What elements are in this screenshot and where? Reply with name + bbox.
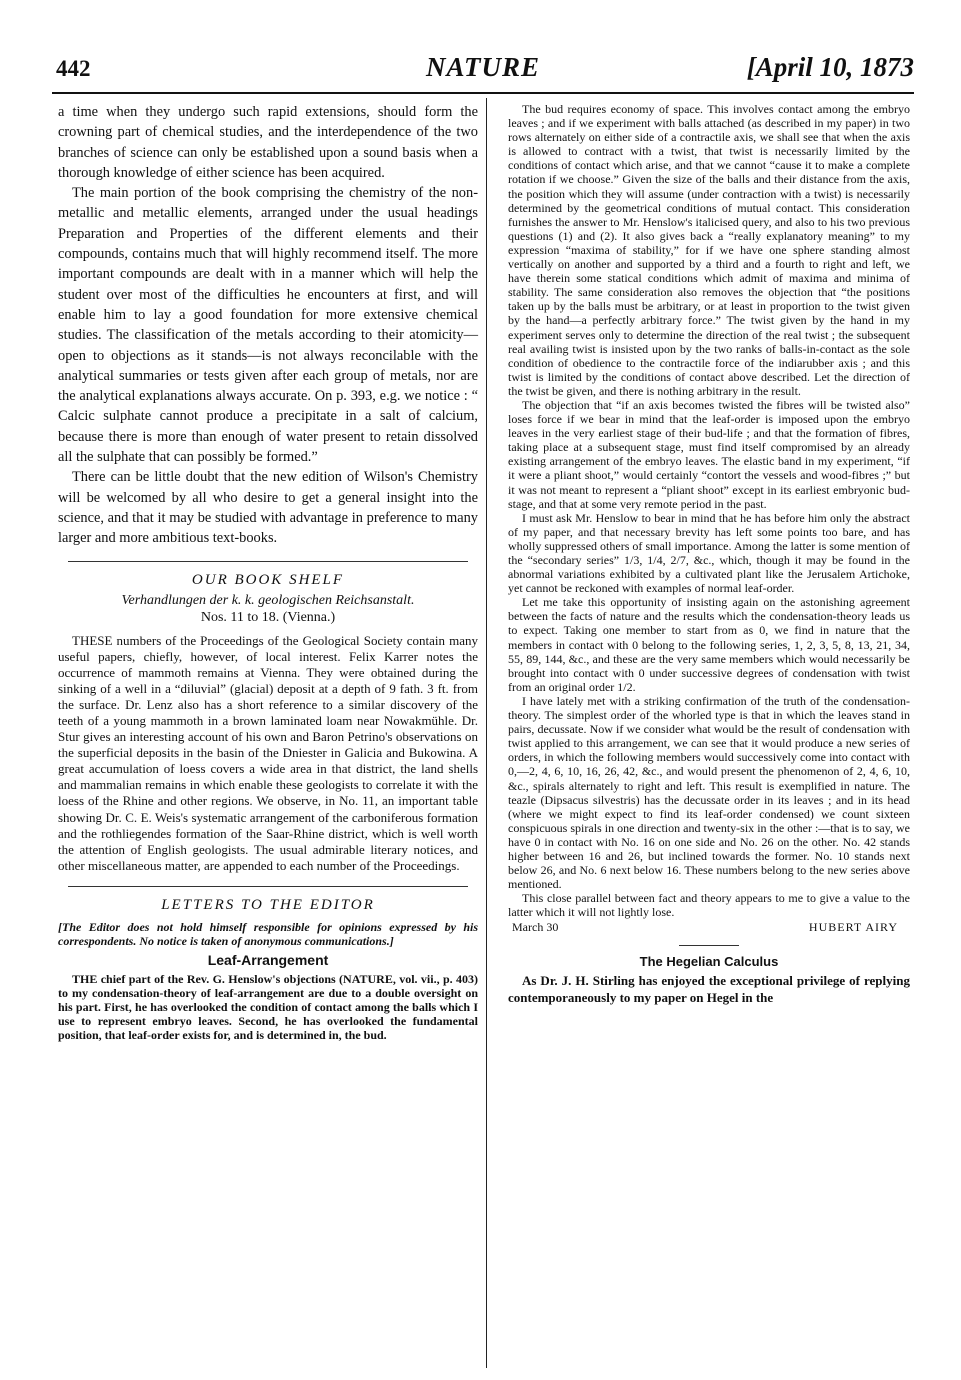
letter-paragraph: The objection that “if an axis becomes twisted the fibres will be twisted also” loses force if we bear in mind that the leaf-order is imposed upon the embryo leaves in the very earliest stage of their bud-life ; and that the formation of fibres, taking place at a subsequent stage, must find itself compromised by an already existing arrangement of the embryo leaves. The elastic band in my experiment, “if it were a pliant shoot,” would certainly “contort the vessels and wood-fibres ;” but it was not meant to represent a “pliant shoot” except in its earliest embryonic bud-stage, and that at some very remote period in the past. (508, 397, 910, 511)
review-paragraph: The main portion of the book comprising the chemistry of the non-metallic and metallic elements, arranged under the usual headings Preparation and Properties of the different elements and their compounds, contains much that will highly recommend itself. The more important compounds are dealt with in a manner which will help the student over most of the difficulties he encounters at first, and will enable him to lay a good foundation for more extensive chemical studies. The classification of the metals according to their atomicity—open to objections as it stands—is not always reconcilable with the analytical summaries or tests given after each group of metals, nor are the analytical explanations always accurate. On p. 393, e.g. we notice : “ Calcic sulphate cannot produce a precipitate in a salt of calcium, because there is more than enough of water present to retain dissolved all the sulphate that can possibly be formed.” (58, 185, 478, 466)
book-shelf-body: THESE numbers of the Proceedings of the Geological Society contain many useful papers, chiefly, however, of local interest. Felix Karrer notes the occurrence of mammoth remains at Vienna. They were obtained during the sinking of a well in a “diluvial” (glacial) deposit at a depth of 9 fath. 3 ft. from the surface. Dr. Lenz also has a short reference to a similar discovery of the teeth of a young mammoth in a brown laminated loam near Nowakmühle. Dr. Stur gives an interesting account of his own and Baron Petrino's observations on the superficial deposits in the basin of the Dniester in Galicia and Bukowina. A great accumulation of loess covers a wide area in that district, the land shells and mammalian remains in which enable these geologists to correlate it with the loess of the Rhine and other regions. We observe, in No. 11, an important table showing Dr. C. E. Weis's systematic arrangement of the carboniferous formation and the rothliegendes formation of the Saar-Rhine district, which is well worth the attention of English geologists. The usual admirable literary notices, and other miscellaneous matter, are appended to each number of the Proceedings. (58, 632, 478, 873)
review-paragraph: There can be little doubt that the new edition of Wilson's Chemistry will be welcomed by all who desire to get a general insight into the science, and that it may be studied with advantage in preference to many larger and more ambitious text-books. (58, 469, 478, 547)
letter-paragraph: I must ask Mr. Henslow to bear in mind that he has before him only the abstract of my paper, and that necessary brevity has left some points too bare, and has wholly suppressed others of small importance. Among the latter is some mention of the “secondary series” 1/3, 1/4, 2/7, &c., which, though it may be found in the abnormal variations exhibited by a cultivated plant like the Jerusalem Artichoke, yet cannot be reckoned with examples of normal leaf-order. (508, 510, 910, 596)
page-number: 442 (56, 56, 91, 81)
signature-date: March 30 (512, 920, 559, 935)
right-column (508, 102, 910, 1006)
editor-note: [The Editor does not hold himself responsible for opinions expressed by his correspondents. No notice is taken of anonymous communications.] (58, 919, 478, 948)
column-divider (486, 98, 487, 1368)
letter-paragraph: Let me take this opportunity of insisting again on the astonishing agreement between the facts of nature and the results which the condensation-theory leads us to expect. Taking one member to start from as 0, we find in nature that the members in contact with 0 belong to the following series, 1, 2, 3, 5, 8, 13, 21, 34, 55, 89, 144, &c., and these are the very same members which would necessarily be brought into contact with 0 under successive degrees of condensation with twist from an original order 1/2. (508, 595, 910, 694)
hegel-letter-title: The Hegelian Calculus (639, 954, 779, 970)
section-divider (68, 561, 468, 562)
letter-paragraph: This close parallel between fact and theory appears to me to give a value to the latter which it will not lightly lose. (508, 891, 910, 920)
letter-paragraph: I have lately met with a striking confirmation of the truth of the condensation-theory. The simplest order of the whorled type is that in which the leaves stand in pairs, decussate. Now if we consider what would be the result of condensation with twist applied to this arrangement, we can see that it would produce a new series of orders, in which the following members would successively come into contact with 0,—2, 4, 6, 10, 16, 26, 42, &c., and would present the phenomenon of 2, 4, 6, 10, &c., spirals alternately to right and left. This result is exemplified in nature. The teazle (Dipsacus silvestris) has the decussate order in its leaves ; and in its head (where we might expect to find its leaf-order condensed) we count sixteen conspicuous spirals in one direction and twenty-six in the other :—that is to say, we have 0 in contact with No. 16 on one side and No. 26 on the other. No. 42 stands higher between 16 and 26, but inclined towards the former. No. 10 stands next below 26, and No. 6 next below 16. These numbers belong to the new series above mentioned. (508, 693, 910, 892)
letter-body: THE chief part of the Rev. G. Henslow's objections (NATURE, vol. vii., p. 403) to my condensation-theory of leaf-arrangement are due to a double oversight on his part. First, he has overlooked the condition of contact among the balls which I use to represent embryo leaves. Second, he has overlooked the fundamental position, that leaf-order exists for, and is determined in, the bud. (58, 971, 478, 1043)
book-shelf-title: Verhandlungen der k. k. geologischen Reichsanstalt. (121, 592, 415, 608)
hegel-letter-body: As Dr. J. H. Stirling has enjoyed the exceptional privilege of replying contemporaneously to my paper on Hegel in the (508, 973, 910, 1005)
header-rule (52, 92, 914, 94)
page-header (52, 48, 914, 88)
letter-divider (679, 945, 739, 946)
letter-signature (508, 919, 910, 935)
left-column (58, 102, 478, 1042)
letter-paragraph: The bud requires economy of space. This involves contact among the embryo leaves ; and if we experiment with balls attached (as described in my paper) in two rows alternately on either side of a contractile axis, we shall see that when the axis is allowed to contract with a twist, that twist is necessarily limited by the conditions of contact which arise, and that we cannot “cause it to make a complete rotation if we choose.” Given the size of the balls and their distance from the axis, the position which they will assume (under contraction with a twist) is necessarily determined by the geometrical conditions of mutual contact. This consideration furnishes the answer to Mr. Henslow's italicised query, and also to his two previous questions (1) and (2). It also gives back a “really explanatory meaning” to my expression “maxima of stability,” for if we have one sphere standing almost vertically on another and supported by a third and a fourth to right and left, we have therein some statical conditions which admit of maxima and minima of stability. The same consideration also removes the objection that “the positions taken up by the balls must be arbitrary, or at least in proportion to the twist given by the hand—a perfectly arbitrary force.” The twist given by the hand in my experiment serves only to determine the direction of the real twist ; the subsequent real availing twist is insisted upon by the two ranks of balls-in-contact as the sole condition of obedience to the contractile force of the indiarubber axis ; and this twist is limited by the conditions of contact above described. Let the direction of the twist be given, and there is nothing arbitrary in the result. (508, 102, 910, 398)
book-shelf-heading: OUR BOOK SHELF (191, 571, 345, 588)
letters-heading: LETTERS TO THE EDITOR (161, 896, 375, 913)
section-divider (68, 886, 468, 887)
book-shelf-subtitle: Nos. 11 to 18. (Vienna.) (200, 609, 336, 625)
review-paragraph: a time when they undergo such rapid extensions, should form the crowning part of chemical studies, and the interdependence of the two branches of science can only be established upon a sound basis when a thorough knowledge of either science has been acquired. (58, 104, 478, 181)
journal-title: NATURE (425, 52, 541, 82)
issue-date: [April 10, 1873 (746, 52, 914, 82)
signature-name: HUBERT AIRY (808, 920, 898, 935)
letter-title: Leaf-Arrangement (207, 951, 329, 968)
